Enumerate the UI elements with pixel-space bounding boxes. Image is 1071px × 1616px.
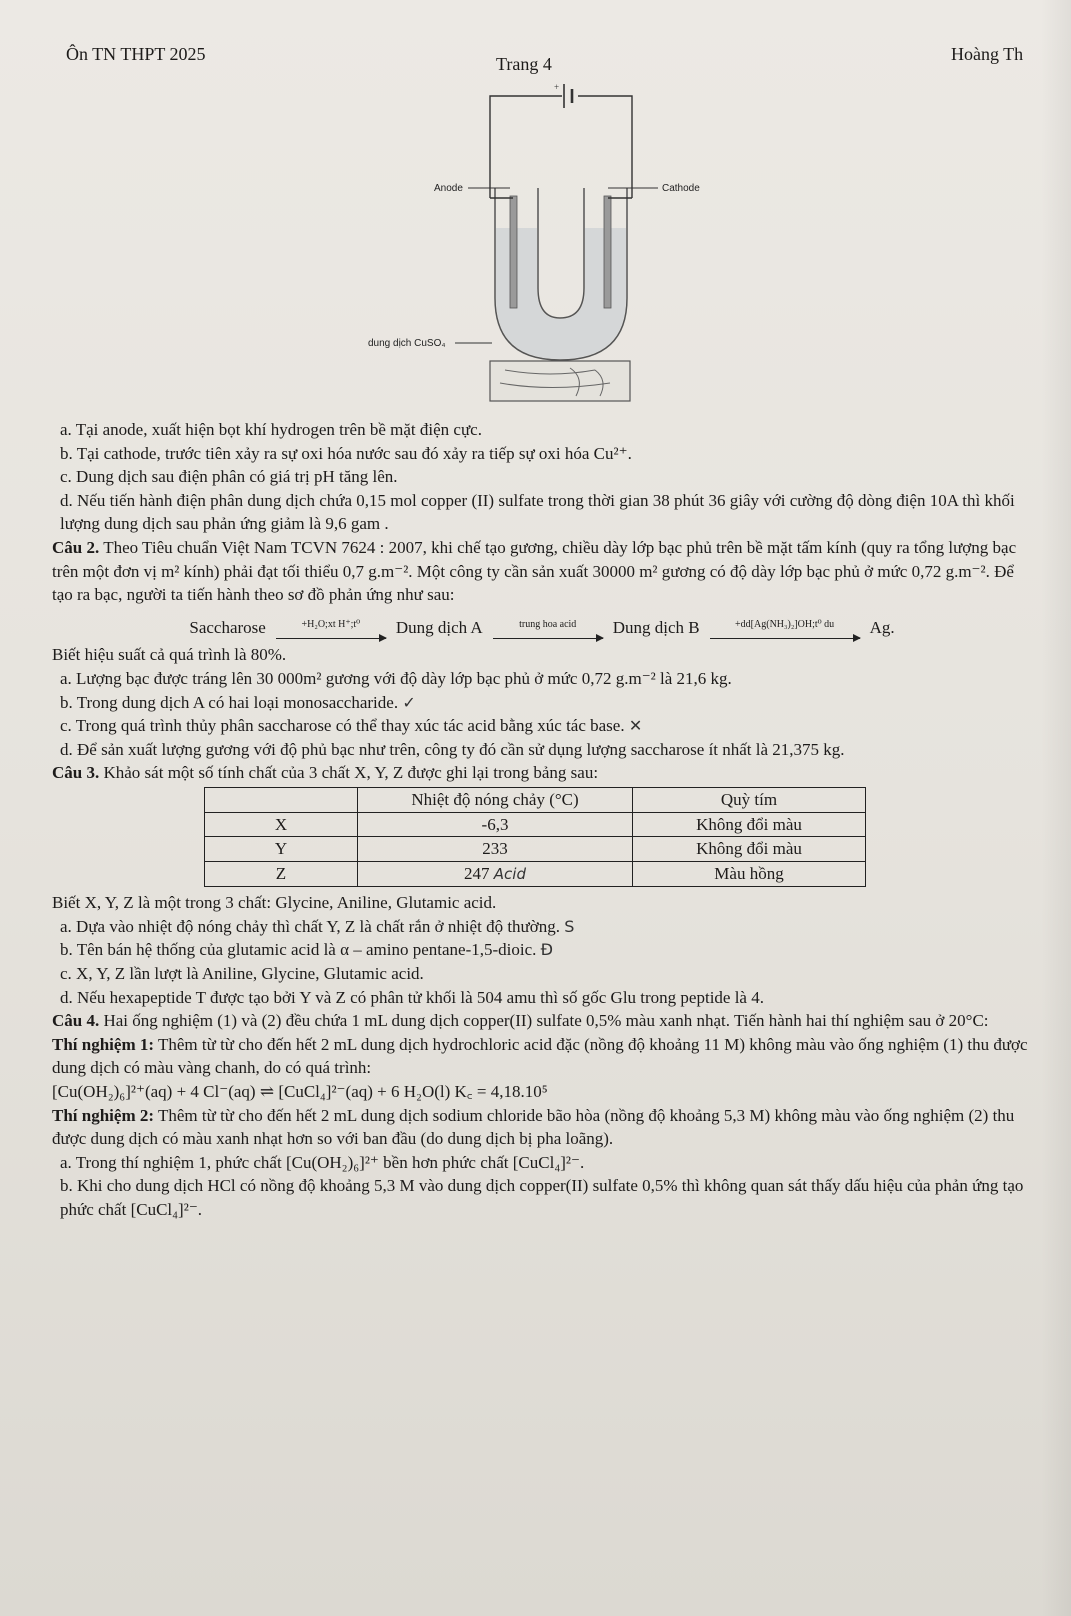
solution-label: dung dịch CuSO₄ <box>368 338 446 349</box>
q1-option-c: c. Dung dịch sau điện phân có giá trị pH tăng lên. <box>60 467 398 487</box>
header-left: Ôn TN THPT 2025 <box>66 44 206 64</box>
q3-label: Câu 3. <box>52 763 100 783</box>
exp2-label: Thí nghiệm 2: <box>52 1105 155 1125</box>
q2-option-b <box>52 691 1032 715</box>
table-cell: Y <box>205 837 358 862</box>
scheme-arrow-2-label: trung hoa acid <box>519 618 577 630</box>
table-cell <box>358 861 633 887</box>
cross-mark-icon: ✕ <box>628 716 643 736</box>
scheme-silver: Ag. <box>869 617 895 637</box>
q4-option-a: a. Trong thí nghiệm 1, phức chất [Cu(OH₂)₆]²⁺ bền hơn phức chất [CuCl₄]²⁻. <box>60 1152 585 1172</box>
check-mark-icon: ✓ <box>402 692 416 712</box>
q3-stem <box>52 761 1032 785</box>
page-header <box>66 44 1071 74</box>
electrolysis-diagram <box>340 78 740 413</box>
handwritten-s-mark: S <box>564 916 575 936</box>
table-cell-value: 247 <box>464 863 490 883</box>
table-row <box>205 837 866 862</box>
scheme-saccharose: Saccharose <box>189 617 266 637</box>
scheme-solution-a: Dung dịch A <box>395 617 483 637</box>
cathode-label: Cathode <box>662 183 700 194</box>
q4-option-b: b. Khi cho dung dịch HCl có nồng độ khoảng 5,3 M vào dung dịch copper(II) sulfate 0,5% thì không quan sát thấy dấu hiệu của phản ứng tạo phức chất [CuCl₄]²⁻. <box>60 1176 1024 1219</box>
table-header-row <box>205 787 866 812</box>
q2-option-d: d. Để sản xuất lượng gương với độ phủ bạc như trên, công ty đó cần sử dụng lượng saccharose ít nhất là 21,375 kg. <box>60 739 845 759</box>
table-cell: Không đổi màu <box>633 837 866 862</box>
anode-label: Anode <box>434 183 463 194</box>
header-right: Hoàng Th <box>951 44 1024 64</box>
q2-option-b-text: b. Trong dung dịch A có hai loại monosaccharide. <box>60 692 399 712</box>
handwritten-note: Acid <box>493 864 526 883</box>
scheme-solution-b: Dung dịch B <box>612 617 700 637</box>
q2-label: Câu 2. <box>52 537 100 557</box>
table-header-cell: Quỳ tím <box>633 787 866 812</box>
exp1-label: Thí nghiệm 1: <box>52 1034 155 1054</box>
q4-label: Câu 4. <box>52 1011 100 1031</box>
q2-option-a: a. Lượng bạc được tráng lên 30 000m² gương với độ dày lớp bạc phủ ở mức 0,72 g.m⁻² là 21,6 kg. <box>60 668 732 688</box>
q4-experiment-1 <box>52 1033 1032 1080</box>
table-header-cell: Nhiệt độ nóng chảy (°C) <box>358 787 633 812</box>
svg-text:+: + <box>554 82 560 92</box>
scheme-arrow-1 <box>276 613 386 640</box>
table-cell: 233 <box>358 837 633 862</box>
table-cell: Z <box>205 861 358 887</box>
exp2-text: Thêm từ từ cho đến hết 2 mL dung dịch sodium chloride bão hòa (nồng độ khoảng 5,3 M) không màu vào ống nghiệm (2) thu được dung dịch có màu xanh nhạt hơn so với ban đầu (do dung dịch bị pha loãng). <box>52 1105 1015 1149</box>
q3-option-b-text: b. Tên bán hệ thống của glutamic acid là α – amino pentane-1,5-dioic. <box>60 940 537 960</box>
q4-text: Hai ống nghiệm (1) và (2) đều chứa 1 mL dung dịch copper(II) sulfate 0,5% màu xanh nhạt. Tiến hành hai thí nghiệm sau ở 20°C: <box>103 1011 989 1031</box>
q4-experiment-2 <box>52 1104 1032 1151</box>
table-cell: X <box>205 812 358 837</box>
table-cell: Màu hồng <box>633 861 866 887</box>
q1-option-d: d. Nếu tiến hành điện phân dung dịch chứa 0,15 mol copper (II) sulfate trong thời gian 38 phút 36 giây với cường độ dòng điện 10A thì khối lượng dung dịch sau phản ứng giảm là 9,6 gam . <box>60 490 1015 534</box>
q3-option-a <box>52 915 1032 939</box>
scheme-arrow-3-label: +dd[Ag(NH₃)₂]OH;t⁰ du <box>735 618 835 630</box>
q2-stem <box>52 536 1032 607</box>
scheme-arrow-2 <box>493 613 603 640</box>
q4-stem <box>52 1009 1032 1033</box>
scheme-arrow-1-label: +H₂O;xt H⁺;t⁰ <box>301 618 361 630</box>
table-row <box>205 812 866 837</box>
reaction-scheme <box>52 613 1032 640</box>
exp1-text: Thêm từ từ cho đến hết 2 mL dung dịch hydrochloric acid đặc (nồng độ khoảng 11 M) không màu vào ống nghiệm (1) thu được dung dịch có màu vàng chanh, do có quá trình: <box>52 1034 1028 1078</box>
table-header-cell <box>205 787 358 812</box>
properties-table <box>204 787 866 887</box>
header-page-number: Trang 4 <box>496 54 552 74</box>
q2-yield: Biết hiệu suất cả quá trình là 80%. <box>52 645 287 665</box>
scheme-arrow-3 <box>710 613 860 640</box>
table-cell: -6,3 <box>358 812 633 837</box>
table-cell: Không đổi màu <box>633 812 866 837</box>
q3-given: Biết X, Y, Z là một trong 3 chất: Glycine, Aniline, Glutamic acid. <box>52 893 497 913</box>
q1-option-b: b. Tại cathode, trước tiên xảy ra sự oxi hóa nước sau đó xảy ra tiếp sự oxi hóa Cu²⁺. <box>60 443 632 463</box>
complex-equation: [Cu(OH₂)₆]²⁺(aq) + 4 Cl⁻(aq) ⇌ [CuCl₄]²⁻(aq) + 6 H₂O(l) K꜀ = 4,18.10⁵ <box>52 1082 548 1102</box>
q2-option-c-text: c. Trong quá trình thủy phân saccharose có thể thay xúc tác acid bằng xúc tác base. <box>60 716 625 736</box>
q3-option-c: c. X, Y, Z lần lượt là Aniline, Glycine, Glutamic acid. <box>60 964 424 984</box>
handwritten-d-mark: Đ <box>540 940 554 960</box>
q3-option-b <box>52 938 1032 962</box>
q2-text: Theo Tiêu chuẩn Việt Nam TCVN 7624 : 2007, khi chế tạo gương, chiều dày lớp bạc phủ trên bề mặt tấm kính (quy ra tổng lượng bạc trên một đơn vị m² kính) phải đạt tối thiểu 0,7 g.m⁻². Một công ty cần sản xuất 30000 m² gương có độ dày lớp bạc phủ ở mức 0,72 g.m⁻². Để tạo ra bạc, người ta tiến hành theo sơ đồ phản ứng như sau: <box>52 537 1017 605</box>
q2-option-c <box>52 714 1032 738</box>
question-content <box>52 418 1032 1222</box>
q3-option-d: d. Nếu hexapeptide T được tạo bởi Y và Z có phân tử khối là 504 amu thì số gốc Glu trong peptide là 4. <box>60 987 764 1007</box>
q3-text: Khảo sát một số tính chất của 3 chất X, Y, Z được ghi lại trong bảng sau: <box>103 763 599 783</box>
table-row <box>205 861 866 887</box>
q3-option-a-text: a. Dựa vào nhiệt độ nóng chảy thì chất Y, Z là chất rắn ở nhiệt độ thường. <box>60 916 561 936</box>
q1-option-a: a. Tại anode, xuất hiện bọt khí hydrogen trên bề mặt điện cực. <box>60 420 482 439</box>
